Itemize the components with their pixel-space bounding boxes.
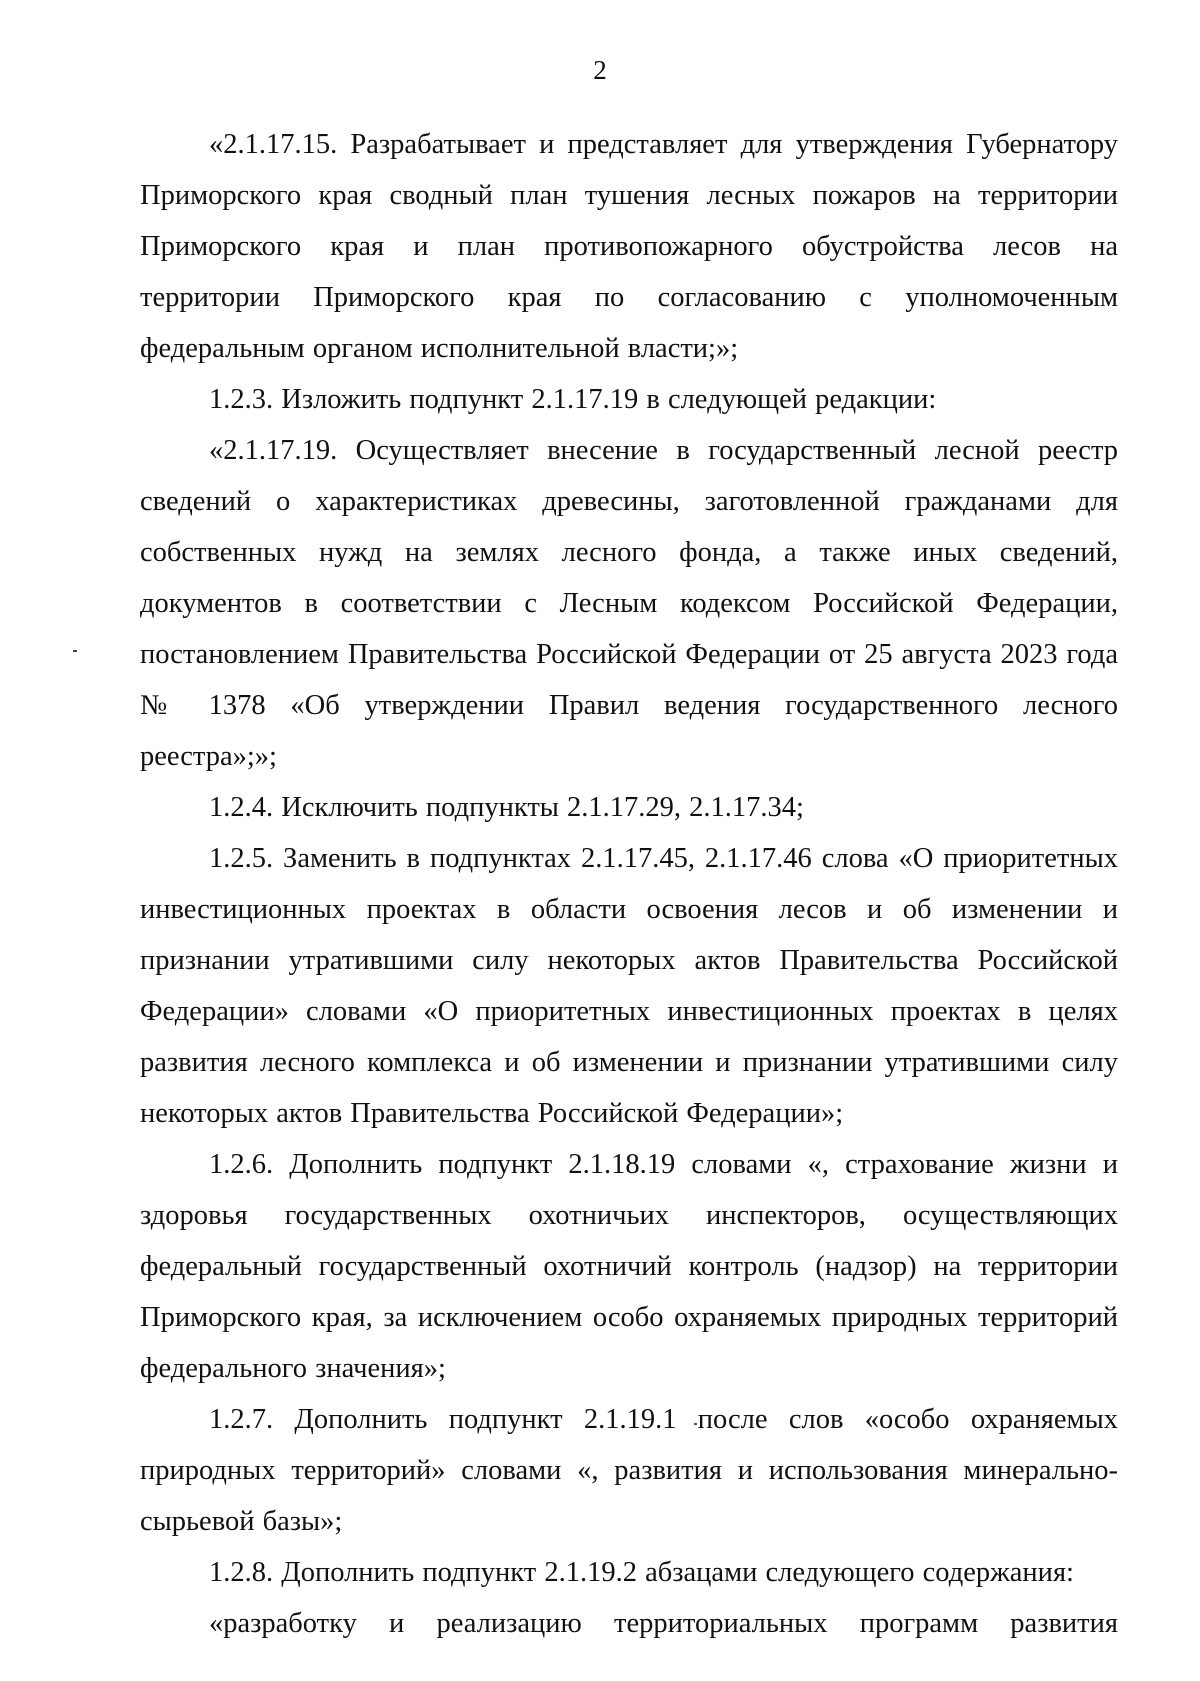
document-body: [140, 119, 1118, 1649]
paragraph-1-2-5: 1.2.5. Заменить в подпунктах 2.1.17.45, 2.1.17.46 слова «О приоритетных инвестиционных проектах в области освоения лесов и об изменении и признании утратившими силу некоторых актов Правительства Российской Федерации» словами «О приоритетных инвестиционных проектах в целях развития лесного комплекса и об изменении и признании утратившими силу некоторых актов Правительства Российской Федерации»;: [140, 843, 1118, 1129]
scan-artifact: [73, 650, 77, 652]
paragraph-1-2-6: 1.2.6. Дополнить подпункт 2.1.18.19 словами «, страхование жизни и здоровья государственных охотничьих инспекторов, осуществляющих федеральный государственный охотничий контроль (надзор) на территории Приморского края, за исключением особо охраняемых природных территорий федерального значения»;: [140, 1149, 1118, 1384]
paragraph-1-2-4: 1.2.4. Исключить подпункты 2.1.17.29, 2.1.17.34;: [209, 792, 804, 823]
page-number: 2: [593, 55, 607, 85]
paragraph-1-2-8: 1.2.8. Дополнить подпункт 2.1.19.2 абзацами следующего содержания:: [209, 1557, 1074, 1588]
paragraph-2-1-17-15: «2.1.17.15. Разрабатывает и представляет для утверждения Губернатору Приморского края сводный план тушения лесных пожаров на территории Приморского края и план противопожарного обустройства лесов на территории Приморского края по согласованию с уполномоченным федеральным органом исполнительной власти;»;: [140, 129, 1118, 364]
paragraph-2-1-17-19: «2.1.17.19. Осуществляет внесение в государственный лесной реестр сведений о характеристиках древесины, заготовленной гражданами для собственных нужд на землях лесного фонда, а также иных сведений, документов в соответствии с Лесным кодексом Российской Федерации, постановлением Правительства Российской Федерации от 25 августа 2023 года № 1378 «Об утверждении Правил ведения государственного лесного реестра»;»;: [140, 435, 1118, 772]
paragraph-1-2-7: 1.2.7. Дополнить подпункт 2.1.19.1 после слов «особо охраняемых природных территорий» словами «, развития и использования минерально-сырьевой базы»;: [140, 1404, 1118, 1537]
paragraph-quote-start: «разработку и реализацию территориальных программ развития: [209, 1608, 1118, 1639]
paragraph-1-2-3: 1.2.3. Изложить подпункт 2.1.17.19 в следующей редакции:: [209, 384, 937, 415]
